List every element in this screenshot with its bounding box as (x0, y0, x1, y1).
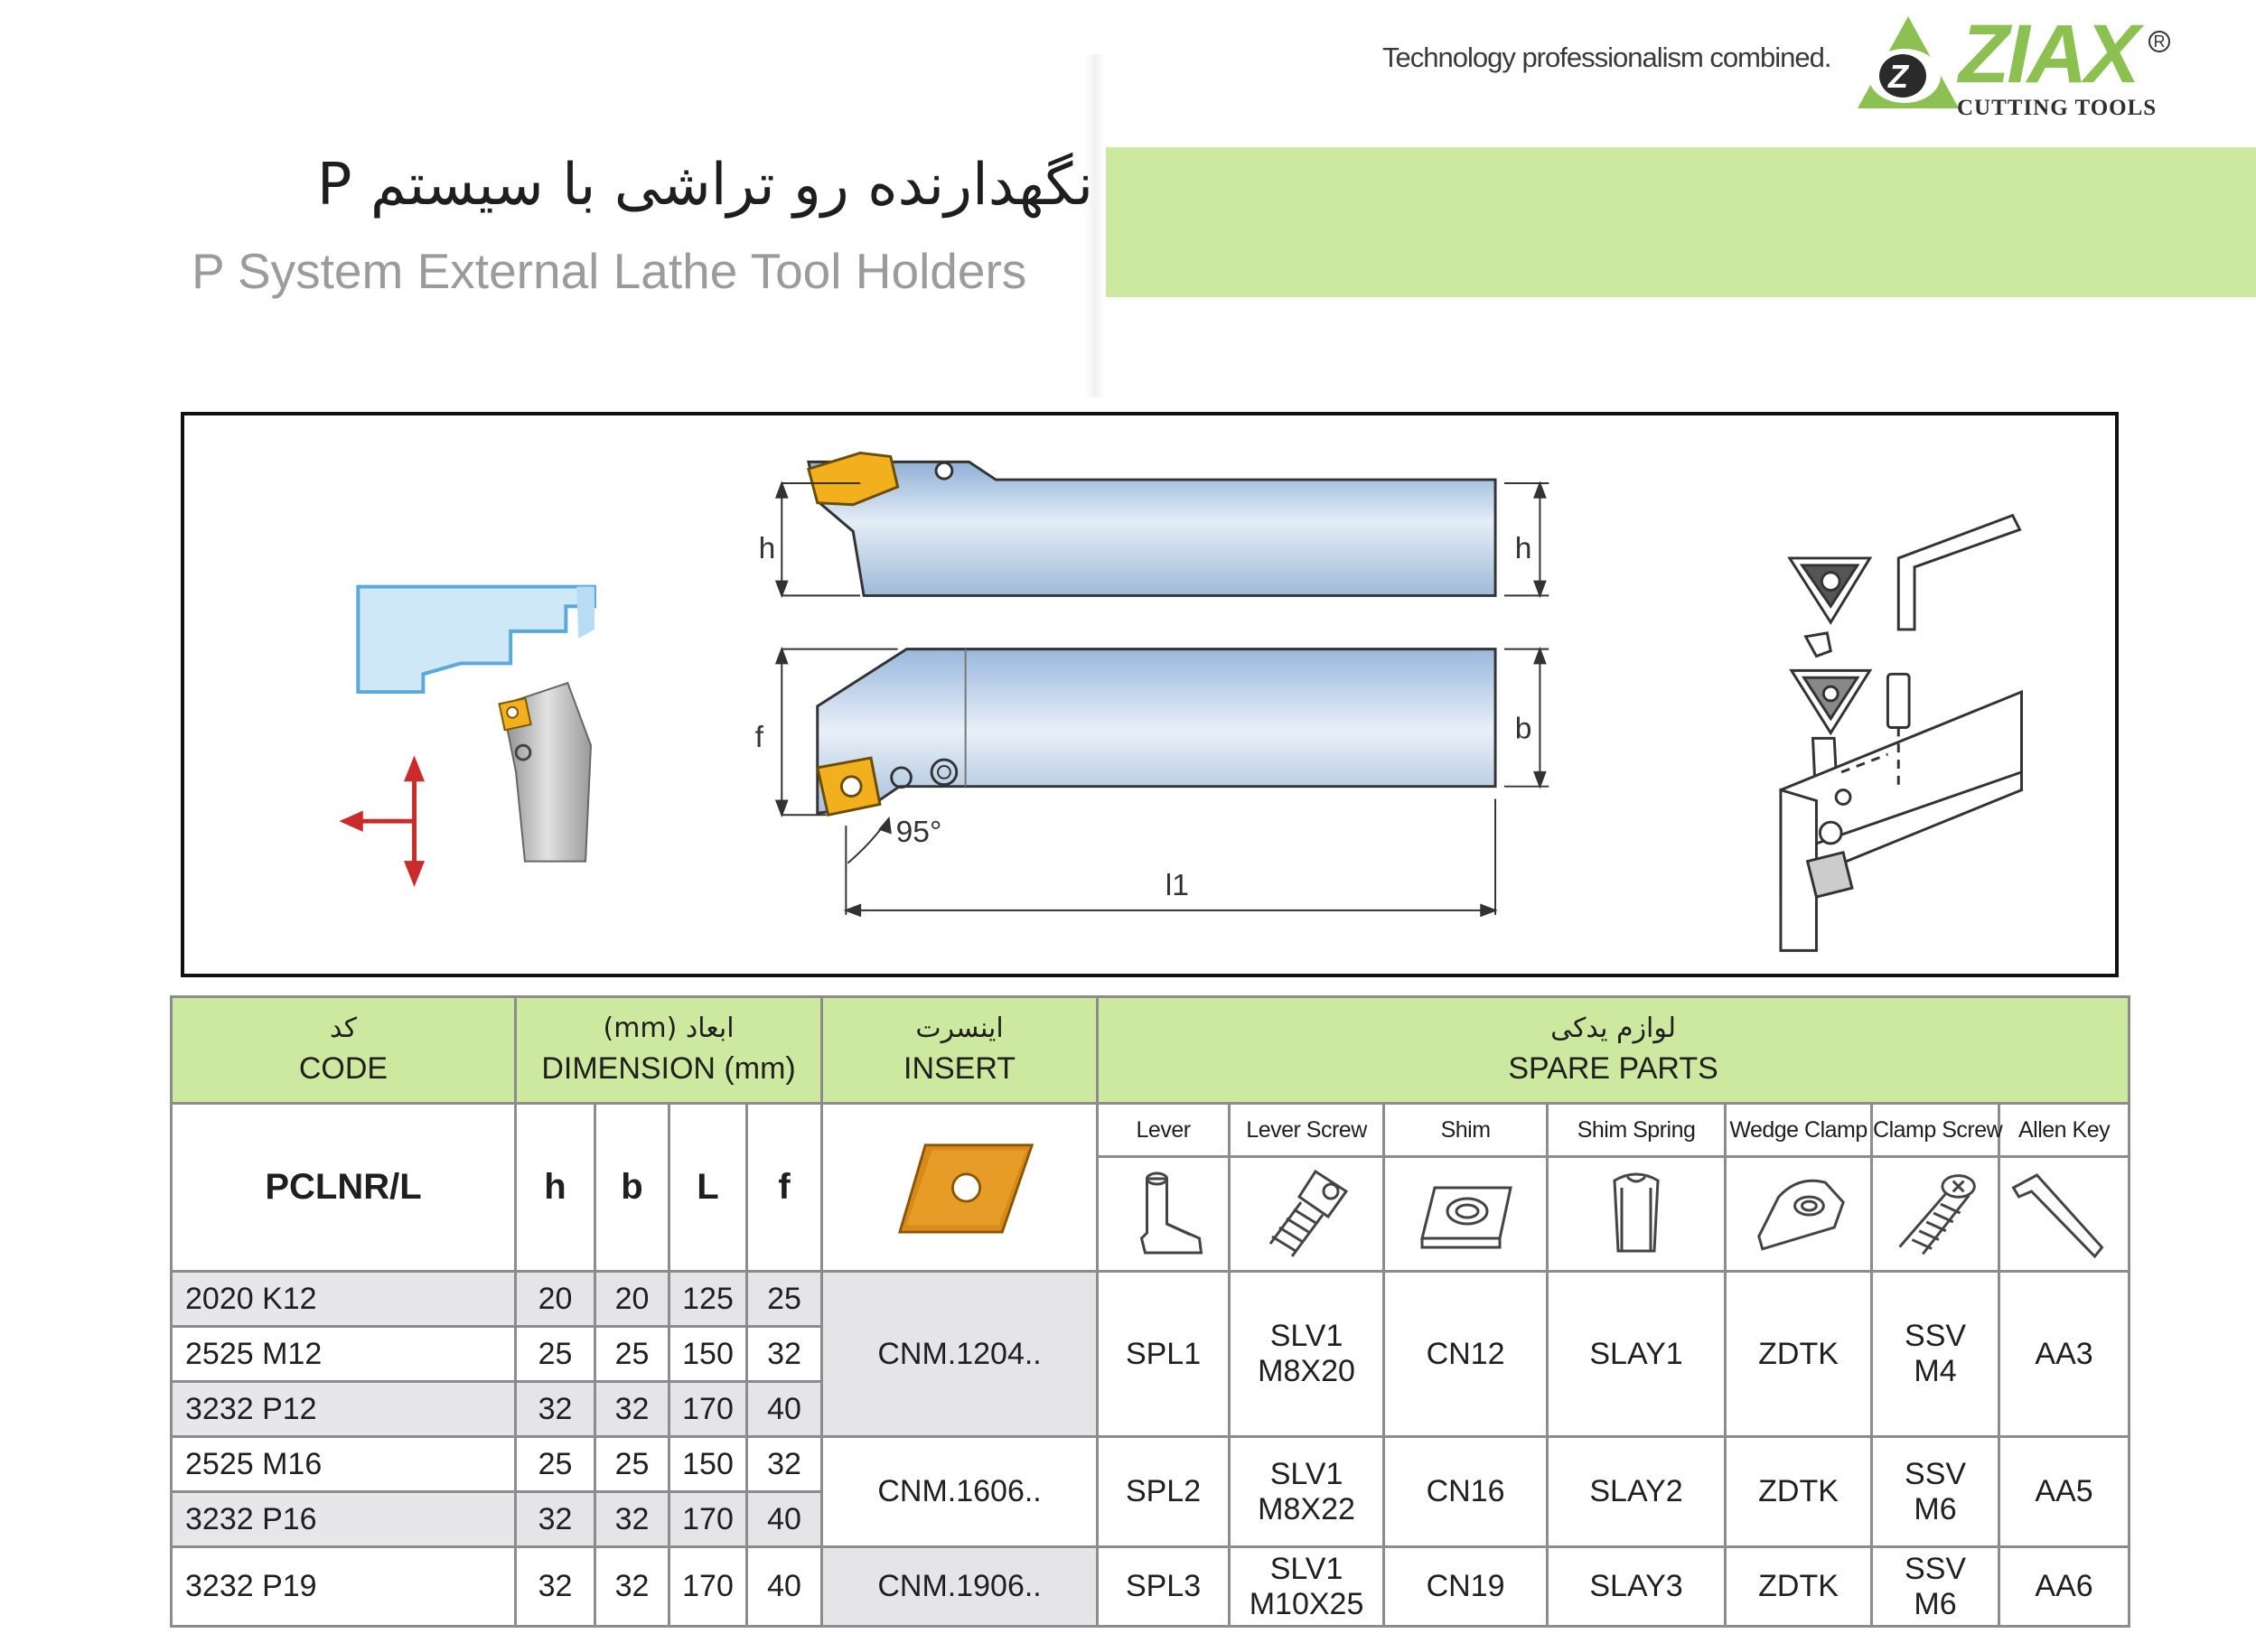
clamp-screw-line1: SSV (1905, 1551, 1967, 1586)
insert-code: CNM.1906.. (822, 1547, 1098, 1627)
row-f: 32 (747, 1437, 822, 1492)
holder-top-view (818, 649, 1495, 816)
lever-screw-line1: SLV1 (1269, 1319, 1343, 1353)
table-row (172, 1437, 2130, 1492)
clamp-screw-line2: M4 (1914, 1354, 1957, 1388)
wedge-clamp-code: ZDTK (1726, 1272, 1872, 1437)
registered-mark: R (2148, 31, 2170, 52)
shim-code: CN12 (1384, 1272, 1548, 1437)
spare-col-shim: Shim (1384, 1104, 1548, 1157)
insert-en: INSERT (903, 1050, 1016, 1086)
dim-b-header: b (595, 1104, 669, 1272)
dim-b: b (1514, 712, 1532, 746)
lever-screw-line1: SLV1 (1269, 1551, 1343, 1586)
row-h: 25 (516, 1327, 595, 1382)
lever-icon (1099, 1161, 1228, 1267)
col-insert (822, 997, 1098, 1104)
row-code: 2525 M16 (172, 1437, 516, 1492)
exploded-assembly (1781, 516, 2022, 951)
lever-screw-code (1230, 1547, 1384, 1627)
row-l: 125 (669, 1272, 747, 1327)
row-f: 32 (747, 1327, 822, 1382)
lever-cell (1098, 1157, 1230, 1272)
row-h: 32 (516, 1492, 595, 1547)
row-b: 32 (595, 1382, 669, 1437)
wedge-clamp-code: ZDTK (1726, 1547, 1872, 1627)
lever-screw-line2: M8X22 (1258, 1491, 1355, 1526)
clamp-screw-icon (1873, 1161, 1998, 1267)
clamp-screw-line1: SSV (1905, 1319, 1967, 1353)
table-row (172, 1272, 2130, 1327)
allen-key-code: AA5 (1999, 1437, 2130, 1547)
spare-col-allen-key: Allen Key (1999, 1104, 2130, 1157)
wedge-clamp-code: ZDTK (1726, 1437, 1872, 1547)
dim-f: f (754, 721, 763, 755)
clamp-screw-code (1872, 1272, 1999, 1437)
page-title-english: P System External Lathe Tool Holders (192, 243, 1027, 299)
row-h: 32 (516, 1547, 595, 1627)
allen-key-code: AA6 (1999, 1547, 2130, 1627)
header-green-band (1104, 147, 2256, 297)
dim-angle: 95° (895, 815, 942, 849)
subheader-row (172, 1104, 2130, 1157)
clamp-screw-code (1872, 1437, 1999, 1547)
col-spare-parts (1098, 997, 2130, 1104)
row-b: 20 (595, 1272, 669, 1327)
row-l: 150 (669, 1437, 747, 1492)
lever-screw-cell (1230, 1157, 1384, 1272)
insert-code: CNM.1606.. (822, 1437, 1098, 1547)
row-l: 170 (669, 1382, 747, 1437)
code-en: CODE (298, 1050, 388, 1086)
code-fa: کد (329, 1012, 358, 1044)
lever-screw-line2: M10X25 (1249, 1586, 1364, 1621)
col-dimension (516, 997, 822, 1104)
row-f: 40 (747, 1382, 822, 1437)
row-code: 2020 K12 (172, 1272, 516, 1327)
shim-spring-icon (1549, 1161, 1724, 1267)
shim-spring-code: SLAY3 (1548, 1547, 1726, 1627)
lever-screw-icon (1231, 1161, 1382, 1267)
spec-table (170, 995, 2130, 1628)
row-h: 25 (516, 1437, 595, 1492)
spare-col-shim-spring: Shim Spring (1548, 1104, 1726, 1157)
insert-image (822, 1104, 1098, 1272)
shim-icon (1385, 1161, 1546, 1267)
row-code: 3232 P16 (172, 1492, 516, 1547)
clamp-screw-cell (1872, 1157, 1999, 1272)
workpiece-sketch (358, 587, 594, 692)
clamp-screw-line1: SSV (1905, 1456, 1967, 1491)
dim-l-header: L (669, 1104, 747, 1272)
allen-key-icon (2000, 1161, 2128, 1267)
dim-h-right: h (1514, 531, 1532, 565)
spare-col-lever-screw: Lever Screw (1230, 1104, 1384, 1157)
lever-screw-code (1230, 1272, 1384, 1437)
dim-f-header: f (747, 1104, 822, 1272)
dimension-en: DIMENSION (mm) (541, 1050, 796, 1086)
tagline: Technology professionalism combined. (1382, 42, 1831, 73)
lever-screw-line1: SLV1 (1269, 1456, 1343, 1491)
row-f: 40 (747, 1547, 822, 1627)
lever-screw-line2: M8X20 (1258, 1354, 1355, 1388)
lever-screw-code (1230, 1437, 1384, 1547)
spare-col-lever: Lever (1098, 1104, 1230, 1157)
row-b: 32 (595, 1547, 669, 1627)
lever-code: SPL1 (1098, 1272, 1230, 1437)
row-f: 40 (747, 1492, 822, 1547)
insert-fa: اینسرت (915, 1012, 1004, 1044)
dim-h-header: h (516, 1104, 595, 1272)
spare-en: SPARE PARTS (1508, 1050, 1718, 1086)
row-f: 25 (747, 1272, 822, 1327)
row-b: 32 (595, 1492, 669, 1547)
clamp-screw-line2: M6 (1914, 1491, 1957, 1526)
row-h: 32 (516, 1382, 595, 1437)
insert-code: CNM.1204.. (822, 1272, 1098, 1437)
spare-col-clamp-screw: Clamp Screw (1872, 1104, 1999, 1157)
row-l: 170 (669, 1547, 747, 1627)
shim-spring-cell (1548, 1157, 1726, 1272)
header-row (172, 997, 2130, 1104)
tool-holder-drawing (181, 412, 2119, 977)
table-row (172, 1547, 2130, 1627)
lever-code: SPL2 (1098, 1437, 1230, 1547)
cnmg-insert-icon (823, 1111, 1096, 1265)
shim-code: CN16 (1384, 1437, 1548, 1547)
shim-code: CN19 (1384, 1547, 1548, 1627)
spare-col-wedge-clamp: Wedge Clamp (1726, 1104, 1872, 1157)
row-b: 25 (595, 1327, 669, 1382)
spare-fa: لوازم یدکی (1550, 1012, 1677, 1044)
technical-drawing (184, 415, 2115, 974)
row-code: 3232 P12 (172, 1382, 516, 1437)
wedge-clamp-cell (1726, 1157, 1872, 1272)
shim-spring-code: SLAY1 (1548, 1272, 1726, 1437)
dim-l1: l1 (1165, 869, 1189, 903)
row-h: 20 (516, 1272, 595, 1327)
dimension-fa: ابعاد (mm) (603, 1012, 735, 1044)
col-code (172, 997, 516, 1104)
holder-side-view (809, 453, 1495, 595)
clamp-screw-code (1872, 1547, 1999, 1627)
allen-key-code: AA3 (1999, 1272, 2130, 1437)
logo-mark: Z (1888, 58, 1908, 95)
brand-name: ZIAX (1959, 8, 2138, 100)
shim-spring-code: SLAY2 (1548, 1437, 1726, 1547)
row-l: 150 (669, 1327, 747, 1382)
shim-cell (1384, 1157, 1548, 1272)
row-l: 170 (669, 1492, 747, 1547)
dim-h-left: h (758, 531, 776, 565)
brand-subtitle: CUTTING TOOLS (1957, 96, 2158, 120)
title-shadow (1084, 54, 1106, 397)
lever-code: SPL3 (1098, 1547, 1230, 1627)
feed-direction-arrows (345, 761, 422, 881)
page-title-persian: نگهدارنده رو تراشی با سیستم P (316, 152, 1093, 219)
clamp-screw-line2: M6 (1914, 1586, 1957, 1621)
row-code: 3232 P19 (172, 1547, 516, 1627)
wedge-clamp-icon (1727, 1161, 1870, 1267)
row-code: 2525 M12 (172, 1327, 516, 1382)
product-code: PCLNR/L (172, 1104, 516, 1272)
allen-key-cell (1999, 1157, 2130, 1272)
small-holder-sketch (500, 683, 591, 861)
row-b: 25 (595, 1437, 669, 1492)
